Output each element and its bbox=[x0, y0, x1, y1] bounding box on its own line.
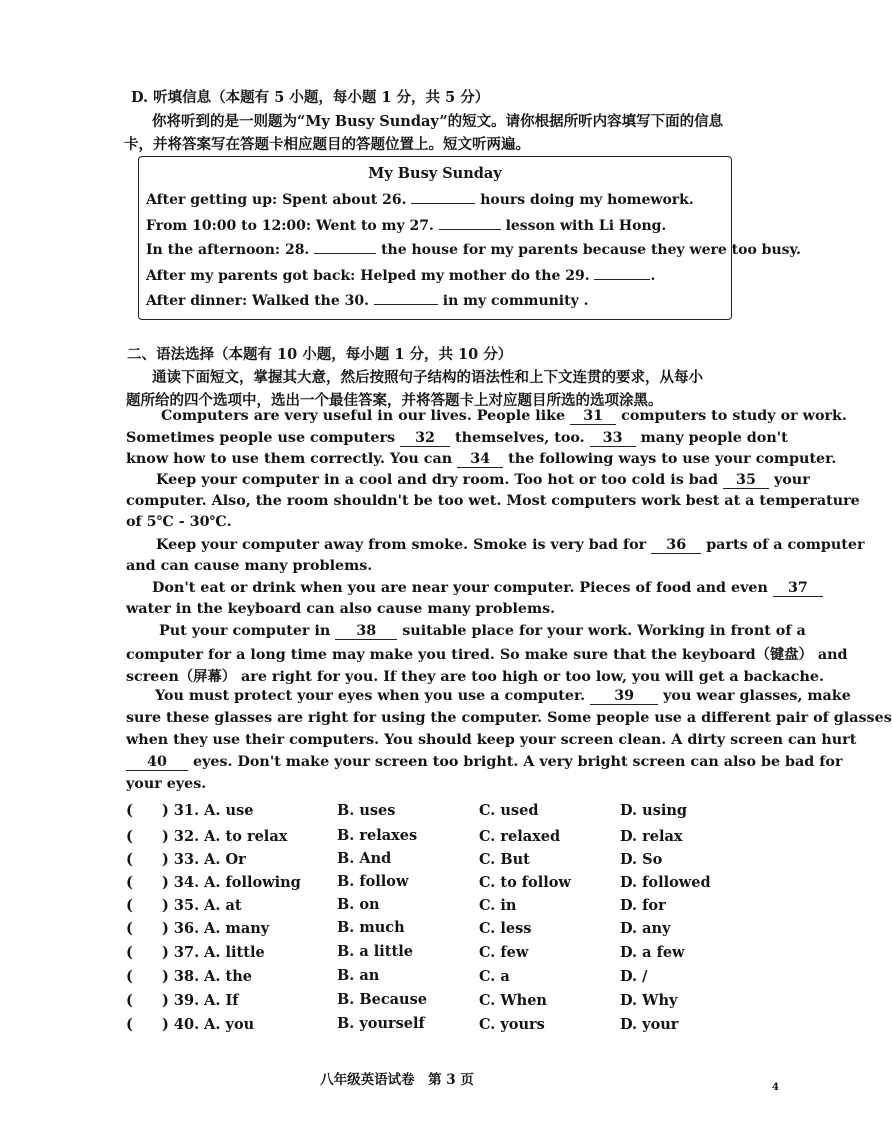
answer-paren[interactable]: ( bbox=[126, 992, 133, 1009]
blank-37: 37 bbox=[773, 580, 823, 597]
passage-line-12: computer for a long time may make you tired. So make sure that the keyboard（键盘） and bbox=[126, 647, 848, 663]
option-a: ) 33. A. Or bbox=[162, 851, 246, 868]
option-a: ) 34. A. following bbox=[162, 874, 301, 891]
answer-paren[interactable]: ( bbox=[126, 944, 133, 961]
passage-line-18: your eyes. bbox=[126, 776, 207, 792]
box-line-29-suffix: . bbox=[650, 268, 656, 284]
option-c: C. less bbox=[479, 920, 532, 937]
option-a: ) 31. A. use bbox=[162, 802, 254, 819]
passage-text: Don't eat or drink when you are near your computer. Pieces of food and even bbox=[152, 580, 768, 596]
passage-line-15: sure these glasses are right for using the computer. Some people use a different pair of glasses bbox=[126, 710, 892, 726]
passage-text: many people don't bbox=[640, 430, 788, 446]
option-b: B. relaxes bbox=[337, 827, 418, 844]
answer-paren[interactable]: ( bbox=[126, 968, 133, 985]
box-title: My Busy Sunday bbox=[368, 165, 502, 182]
passage-line-17 bbox=[126, 754, 843, 771]
box-line-30 bbox=[146, 291, 588, 309]
blank-27[interactable] bbox=[439, 216, 501, 230]
option-b: B. much bbox=[337, 919, 405, 936]
section-2-instruction-line-1: 通读下面短文，掌握其大意，然后按照句子结构的语法性和上下文连贯的要求，从每小 bbox=[152, 369, 703, 386]
answer-paren[interactable]: ( bbox=[126, 897, 133, 914]
box-line-28-suffix: the house for my parents because they were too busy. bbox=[381, 242, 801, 258]
box-line-30-prefix: After dinner: Walked the 30. bbox=[146, 293, 370, 309]
passage-line-7 bbox=[156, 537, 865, 554]
passage-text: Computers are very useful in our lives. People like bbox=[161, 408, 566, 424]
option-d: D. relax bbox=[620, 828, 683, 845]
option-d: D. a few bbox=[620, 944, 685, 961]
passage-line-4 bbox=[156, 472, 810, 489]
blank-36: 36 bbox=[651, 537, 701, 554]
passage-text: themselves, too. bbox=[455, 430, 585, 446]
option-d: D. Why bbox=[620, 992, 678, 1009]
option-a: ) 35. A. at bbox=[162, 897, 242, 914]
option-c: C. When bbox=[479, 992, 547, 1009]
option-d: D. using bbox=[620, 802, 688, 819]
option-b: B. yourself bbox=[337, 1015, 425, 1032]
blank-29[interactable] bbox=[594, 266, 650, 280]
listening-answer-box bbox=[138, 156, 801, 320]
passage-line-5: computer. Also, the room shouldn't be too wet. Most computers work best at a temperature bbox=[126, 493, 860, 509]
section-d-heading: D. 听填信息（本题有 5 小题，每小题 1 分，共 5 分） bbox=[131, 89, 490, 106]
box-line-26 bbox=[146, 190, 694, 208]
passage-text: Keep your computer away from smoke. Smoke is very bad for bbox=[156, 537, 647, 553]
passage-line-1 bbox=[161, 408, 847, 425]
blank-38: 38 bbox=[335, 623, 397, 640]
passage-text: Sometimes people use computers bbox=[126, 430, 396, 446]
option-a: ) 36. A. many bbox=[162, 920, 270, 937]
option-c: C. But bbox=[479, 851, 530, 868]
passage-line-9 bbox=[152, 580, 823, 597]
passage-line-3 bbox=[126, 451, 836, 468]
answer-paren[interactable]: ( bbox=[126, 874, 133, 891]
blank-32: 32 bbox=[400, 430, 450, 447]
blank-39: 39 bbox=[590, 688, 658, 705]
passage-text: Put your computer in bbox=[159, 623, 331, 639]
box-line-26-prefix: After getting up: Spent about 26. bbox=[146, 192, 407, 208]
passage-text: suitable place for your work. Working in front of a bbox=[402, 623, 806, 639]
box-line-29 bbox=[146, 266, 655, 284]
blank-31: 31 bbox=[570, 408, 616, 425]
passage-line-10: water in the keyboard can also cause many problems. bbox=[126, 601, 556, 617]
passage-text: know how to use them correctly. You can bbox=[126, 451, 453, 467]
passage-line-8: and can cause many problems. bbox=[126, 558, 373, 574]
section-d-instruction-line-2: 卡，并将答案写在答题卡相应题目的答题位置上。短文听两遍。 bbox=[124, 136, 530, 153]
answer-paren[interactable]: ( bbox=[126, 828, 133, 845]
option-d: D. So bbox=[620, 851, 663, 868]
passage-text: your bbox=[773, 472, 810, 488]
option-a: ) 40. A. you bbox=[162, 1016, 255, 1033]
passage-text: parts of a computer bbox=[706, 537, 865, 553]
passage-text: You must protect your eyes when you use a computer. bbox=[155, 688, 586, 704]
option-b: B. on bbox=[337, 896, 380, 913]
option-c: C. few bbox=[479, 944, 529, 961]
option-c: C. used bbox=[479, 802, 539, 819]
option-b: B. follow bbox=[337, 873, 409, 890]
blank-34: 34 bbox=[457, 451, 503, 468]
box-line-27-suffix: lesson with Li Hong. bbox=[505, 218, 667, 234]
passage-text: computers to study or work. bbox=[621, 408, 847, 424]
option-a: ) 38. A. the bbox=[162, 968, 252, 985]
option-d: D. / bbox=[620, 968, 648, 985]
option-b: B. uses bbox=[337, 802, 396, 819]
page-footer: 八年级英语试卷 第 3 页 bbox=[320, 1072, 474, 1088]
passage-line-14 bbox=[155, 688, 851, 705]
blank-26[interactable] bbox=[411, 190, 475, 204]
option-b: B. Because bbox=[337, 991, 427, 1008]
blank-28[interactable] bbox=[314, 240, 376, 254]
answer-paren[interactable]: ( bbox=[126, 1016, 133, 1033]
blank-30[interactable] bbox=[374, 291, 438, 305]
option-b: B. an bbox=[337, 967, 380, 984]
option-d: D. your bbox=[620, 1016, 679, 1033]
passage-text: eyes. Don't make your screen too bright. A very bright screen can also be bad for bbox=[192, 754, 843, 770]
passage-text: the following ways to use your computer. bbox=[508, 451, 837, 467]
option-c: C. yours bbox=[479, 1016, 545, 1033]
option-b: B. And bbox=[337, 850, 392, 867]
option-c: C. in bbox=[479, 897, 517, 914]
option-b: B. a little bbox=[337, 943, 413, 960]
blank-40: 40 bbox=[126, 754, 188, 771]
section-2-heading: 二、语法选择（本题有 10 小题，每小题 1 分，共 10 分） bbox=[127, 346, 513, 363]
option-a: ) 32. A. to relax bbox=[162, 828, 288, 845]
box-line-29-prefix: After my parents got back: Helped my mother do the 29. bbox=[146, 268, 590, 284]
box-line-27 bbox=[146, 216, 666, 234]
passage-line-6: of 5℃ - 30℃. bbox=[126, 514, 232, 530]
blank-33: 33 bbox=[590, 430, 636, 447]
section-d-instruction-line-1: 你将听到的是一则题为“My Busy Sunday”的短文。请你根据所听内容填写下面的信息 bbox=[152, 113, 724, 130]
box-line-28 bbox=[146, 240, 801, 258]
blank-35: 35 bbox=[723, 472, 769, 489]
option-a: ) 39. A. If bbox=[162, 992, 239, 1009]
answer-paren[interactable]: ( bbox=[126, 920, 133, 937]
box-line-30-suffix: in my community . bbox=[442, 293, 589, 309]
option-d: D. for bbox=[620, 897, 666, 914]
passage-line-11 bbox=[159, 623, 806, 640]
box-line-27-prefix: From 10:00 to 12:00: Went to my 27. bbox=[146, 218, 434, 234]
passage-text: Keep your computer in a cool and dry room. Too hot or too cold is bad bbox=[156, 472, 718, 488]
option-d: D. any bbox=[620, 920, 671, 937]
section-2-instruction-line-2: 题所给的四个选项中，选出一个最佳答案，并将答题卡上对应题目所选的选项涂黑。 bbox=[126, 392, 663, 409]
passage-line-16: when they use their computers. You should keep your screen clean. A dirty screen can hurt bbox=[126, 732, 857, 748]
box-line-26-suffix: hours doing my homework. bbox=[480, 192, 694, 208]
passage-line-13: screen（屏幕） are right for you. If they are too high or too low, you will get a backache. bbox=[126, 669, 824, 685]
option-a: ) 37. A. little bbox=[162, 944, 265, 961]
passage-text: you wear glasses, make bbox=[663, 688, 851, 704]
box-line-28-prefix: In the afternoon: 28. bbox=[146, 242, 310, 258]
answer-paren[interactable]: ( bbox=[126, 802, 133, 819]
passage-line-2 bbox=[126, 430, 788, 447]
corner-mark: 4 bbox=[772, 1082, 779, 1093]
option-c: C. relaxed bbox=[479, 828, 561, 845]
answer-paren[interactable]: ( bbox=[126, 851, 133, 868]
option-c: C. to follow bbox=[479, 874, 571, 891]
option-c: C. a bbox=[479, 968, 510, 985]
option-d: D. followed bbox=[620, 874, 711, 891]
